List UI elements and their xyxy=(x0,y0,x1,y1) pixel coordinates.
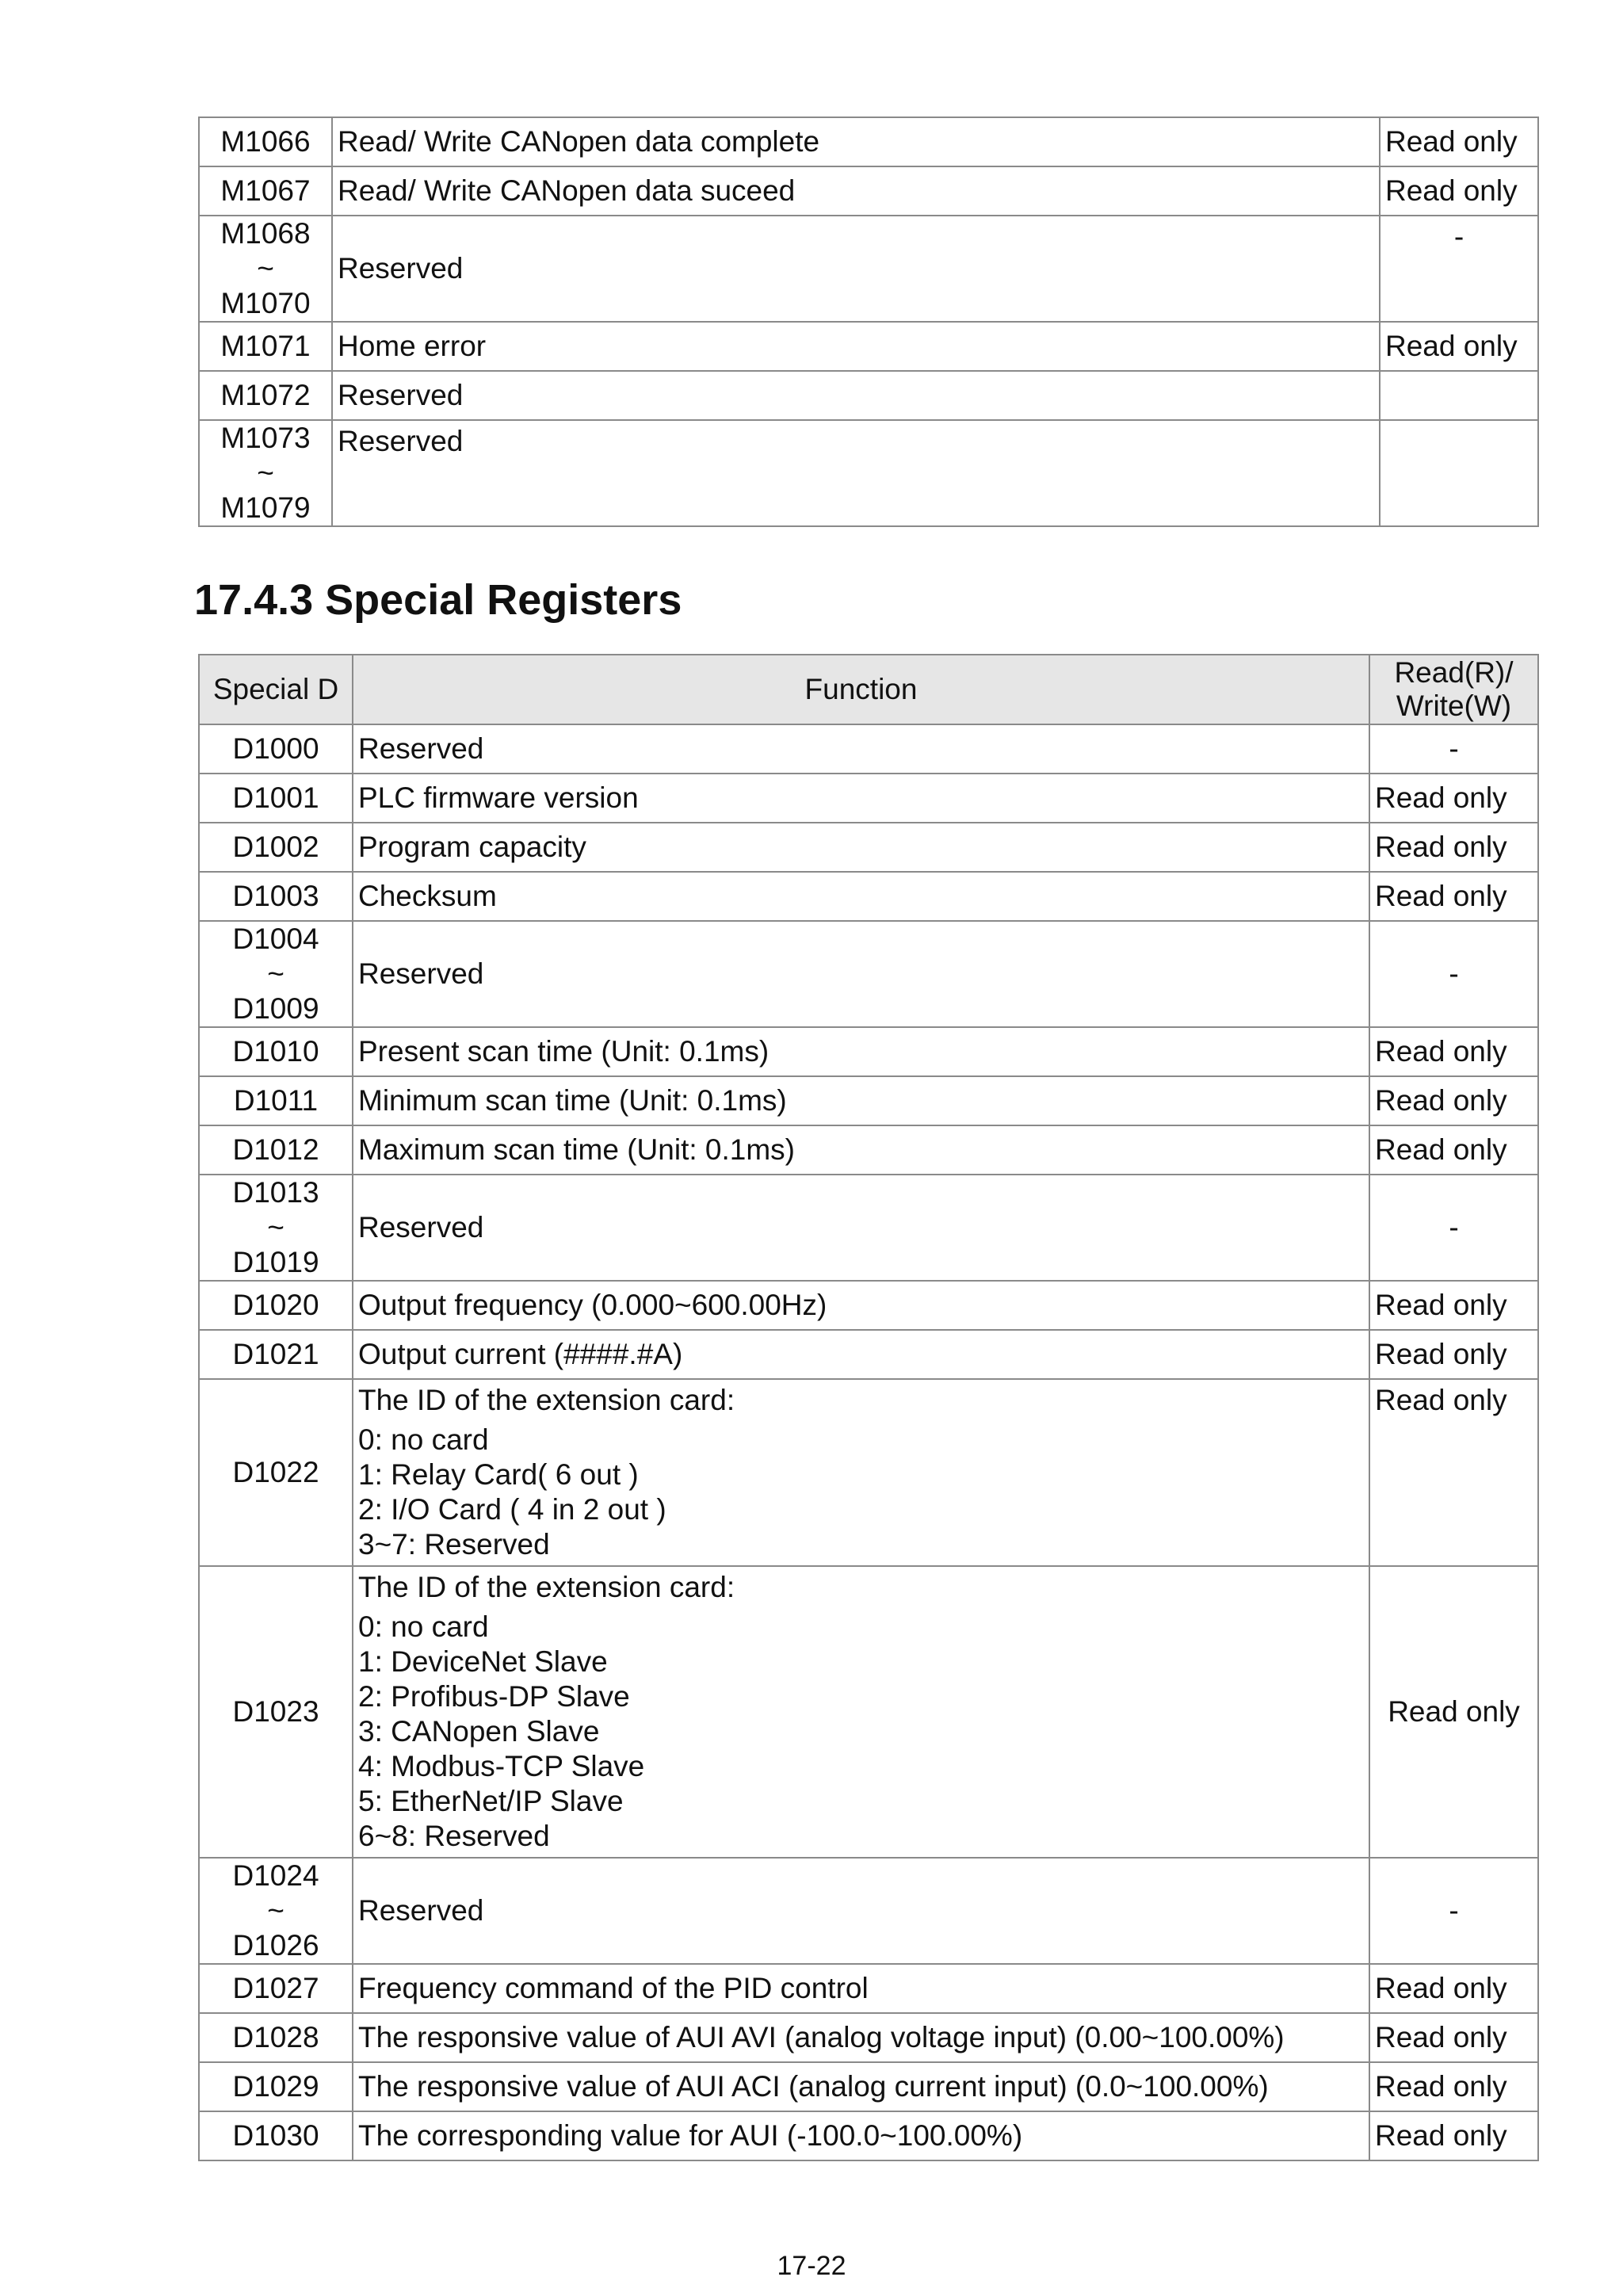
register-id: D1022 xyxy=(199,1379,353,1566)
register-access: Read only xyxy=(1369,2111,1538,2160)
register-access: Read only xyxy=(1369,1125,1538,1175)
table-row xyxy=(199,1076,1538,1125)
register-id: D1000 xyxy=(199,724,353,774)
list-item: 2: I/O Card ( 4 in 2 out ) xyxy=(358,1493,666,1526)
register-id: D1010 xyxy=(199,1027,353,1076)
table-row xyxy=(199,774,1538,823)
relay-id: M1072 xyxy=(199,371,332,420)
list-item: 1: Relay Card( 6 out ) xyxy=(358,1458,639,1491)
register-function: Output frequency (0.000~600.00Hz) xyxy=(353,1281,1369,1330)
table-row xyxy=(199,1281,1538,1330)
register-access: Read only xyxy=(1369,872,1538,921)
column-header-access: Read(R)/ Write(W) xyxy=(1369,655,1538,724)
list-item: 1: DeviceNet Slave xyxy=(358,1645,608,1678)
relay-access xyxy=(1380,371,1538,420)
register-id: D1003 xyxy=(199,872,353,921)
register-id: D1020 xyxy=(199,1281,353,1330)
list-item: 0: no card xyxy=(358,1610,489,1643)
list-title: The ID of the extension card: xyxy=(358,1571,735,1603)
register-function-list xyxy=(353,1379,1369,1566)
register-function: Reserved xyxy=(353,724,1369,774)
register-function: Program capacity xyxy=(353,823,1369,872)
relay-function: Read/ Write CANopen data suceed xyxy=(332,166,1380,216)
register-access: Read only xyxy=(1369,1027,1538,1076)
register-function: PLC firmware version xyxy=(353,774,1369,823)
table-header-row xyxy=(199,655,1538,724)
register-access: - xyxy=(1369,1858,1538,1964)
special-m-table xyxy=(198,117,1539,527)
register-access: Read only xyxy=(1369,774,1538,823)
table-row xyxy=(199,420,1538,526)
register-access: Read only xyxy=(1369,2062,1538,2111)
relay-id-range: M1068 ~ M1070 xyxy=(199,216,332,322)
register-function: Maximum scan time (Unit: 0.1ms) xyxy=(353,1125,1369,1175)
register-access: - xyxy=(1369,921,1538,1027)
relay-id: M1071 xyxy=(199,322,332,371)
register-id: D1012 xyxy=(199,1125,353,1175)
relay-access: Read only xyxy=(1380,322,1538,371)
register-function-list xyxy=(353,1566,1369,1858)
relay-function: Read/ Write CANopen data complete xyxy=(332,117,1380,166)
register-function: Present scan time (Unit: 0.1ms) xyxy=(353,1027,1369,1076)
list-item: 6~8: Reserved xyxy=(358,1820,550,1852)
register-function: Reserved xyxy=(353,921,1369,1027)
section-title: 17.4.3 Special Registers xyxy=(194,576,682,624)
table-row xyxy=(199,166,1538,216)
register-function: Reserved xyxy=(353,1175,1369,1281)
register-access: Read only xyxy=(1369,1566,1538,1858)
register-access: Read only xyxy=(1369,1076,1538,1125)
relay-access: Read only xyxy=(1380,117,1538,166)
relay-function: Reserved xyxy=(332,371,1380,420)
page-number: 17-22 xyxy=(777,2251,846,2281)
register-access: Read only xyxy=(1369,2013,1538,2062)
relay-access: Read only xyxy=(1380,166,1538,216)
table-row xyxy=(199,1964,1538,2013)
table-row xyxy=(199,872,1538,921)
register-function: The responsive value of AUI AVI (analog voltage input) (0.00~100.00%) xyxy=(353,2013,1369,2062)
table-row xyxy=(199,322,1538,371)
table-row xyxy=(199,1125,1538,1175)
table-row xyxy=(199,2111,1538,2160)
register-id: D1027 xyxy=(199,1964,353,2013)
register-id: D1029 xyxy=(199,2062,353,2111)
list-item: 0: no card xyxy=(358,1423,489,1456)
column-header-function: Function xyxy=(353,655,1369,724)
register-id: D1011 xyxy=(199,1076,353,1125)
list-item: 3~7: Reserved xyxy=(358,1528,550,1561)
list-item: 3: CANopen Slave xyxy=(358,1715,600,1748)
register-access: Read only xyxy=(1369,823,1538,872)
table-row xyxy=(199,1175,1538,1281)
table-row xyxy=(199,921,1538,1027)
relay-function: Reserved xyxy=(332,216,1380,322)
relay-access xyxy=(1380,420,1538,526)
register-access: Read only xyxy=(1369,1281,1538,1330)
table-row xyxy=(199,1330,1538,1379)
register-function: Output current (####.#A) xyxy=(353,1330,1369,1379)
table-row xyxy=(199,1027,1538,1076)
register-id: D1002 xyxy=(199,823,353,872)
register-id: D1030 xyxy=(199,2111,353,2160)
relay-id: M1066 xyxy=(199,117,332,166)
register-function: Minimum scan time (Unit: 0.1ms) xyxy=(353,1076,1369,1125)
register-access: Read only xyxy=(1369,1964,1538,2013)
list-item: 4: Modbus-TCP Slave xyxy=(358,1750,645,1782)
register-id-range: D1004 ~ D1009 xyxy=(199,921,353,1027)
register-access: - xyxy=(1369,724,1538,774)
register-id: D1001 xyxy=(199,774,353,823)
register-function: Frequency command of the PID control xyxy=(353,1964,1369,2013)
column-header-special-d: Special D xyxy=(199,655,353,724)
register-access: Read only xyxy=(1369,1379,1538,1566)
register-access: Read only xyxy=(1369,1330,1538,1379)
table-row xyxy=(199,216,1538,322)
table-row xyxy=(199,724,1538,774)
register-function: The responsive value of AUI ACI (analog current input) (0.0~100.00%) xyxy=(353,2062,1369,2111)
register-id: D1021 xyxy=(199,1330,353,1379)
register-function: The corresponding value for AUI (-100.0~100.00%) xyxy=(353,2111,1369,2160)
special-registers-table xyxy=(198,654,1539,2161)
table-row xyxy=(199,1858,1538,1964)
relay-access: - xyxy=(1380,216,1538,322)
table-row xyxy=(199,2013,1538,2062)
relay-id: M1067 xyxy=(199,166,332,216)
register-access: - xyxy=(1369,1175,1538,1281)
table-row xyxy=(199,1379,1538,1566)
register-id: D1028 xyxy=(199,2013,353,2062)
register-function: Checksum xyxy=(353,872,1369,921)
register-function: Reserved xyxy=(353,1858,1369,1964)
relay-id-range: M1073 ~ M1079 xyxy=(199,420,332,526)
list-item: 5: EtherNet/IP Slave xyxy=(358,1785,624,1817)
register-id-range: D1013 ~ D1019 xyxy=(199,1175,353,1281)
table-row xyxy=(199,823,1538,872)
table-row xyxy=(199,117,1538,166)
relay-function: Reserved xyxy=(332,420,1380,526)
register-id: D1023 xyxy=(199,1566,353,1858)
table-row xyxy=(199,1566,1538,1858)
table-row xyxy=(199,2062,1538,2111)
table-row xyxy=(199,371,1538,420)
list-title: The ID of the extension card: xyxy=(358,1384,735,1416)
relay-function: Home error xyxy=(332,322,1380,371)
list-item: 2: Profibus-DP Slave xyxy=(358,1680,630,1713)
register-id-range: D1024 ~ D1026 xyxy=(199,1858,353,1964)
